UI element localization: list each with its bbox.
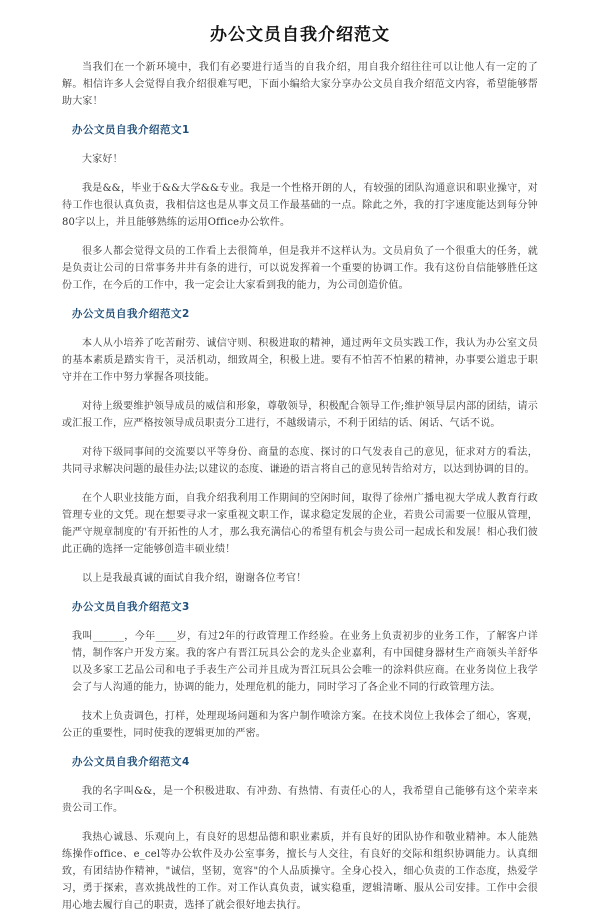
section-3-paragraph-2: 技术上负责调色，打样，处理现场问题和为客户制作喷涂方案。在技术岗位上我体会了细心，客观，公正的重要性，同时使我的逻辑更加的严密。 bbox=[62, 711, 538, 739]
section-4-paragraph-1: 我的名字叫&&，是一个积极进取、有冲劲、有热情、有责任心的人，我希望自己能够有这个荣幸来贵公司工作。 bbox=[62, 786, 538, 814]
section-heading-3: 办公文员自我介绍范文3 bbox=[72, 601, 190, 613]
section-3-paragraph-1: 我叫______，今年____岁，有过2年的行政管理工作经验。在业务上负责初步的业务工作，了解客户详情，制作客户开发方案。我的客户有晋江玩具公会的龙头企业嘉利，有中国健身器材生产商领头羊舒华以及多家工艺品公司和电子手表生产公司并且成为晋江玩具公会唯一的涂料供应商。在业务岗位上我学会了与人沟通的能力，协调的能力，处理危机的能力，同时学习了各企业不同的行政管理方法。 bbox=[72, 631, 538, 693]
section-heading-4: 办公文员自我介绍范文4 bbox=[72, 756, 190, 768]
intro-paragraph: 当我们在一个新环境中，我们有必要进行适当的自我介绍，用自我介绍往往可以让他人有一定的了解。相信许多人会觉得自我介绍很难写吧，下面小编给大家分享办公文员自我介绍范文内容，希望能够帮助大家！ bbox=[62, 62, 538, 107]
section-2-paragraph-2: 对待上级要维护领导成员的威信和形象，尊敬领导，积极配合领导工作;维护领导层内部的团结，请示或汇报工作，应严格按领导成员职责分工进行，不越级请示，不利于团结的话、闲话、气话不说。 bbox=[62, 401, 538, 429]
section-heading-2: 办公文员自我介绍范文2 bbox=[72, 308, 190, 320]
section-2-paragraph-1: 本人从小培养了吃苦耐劳、诚信守则、积极进取的精神，通过两年文员实践工作，我认为办公室文员的基本素质是踏实肯干，灵活机动，细致周全，积极上进。要有不怕苦不怕累的精神，办事要公道忠于职守并在工作中努力掌握各项技能。 bbox=[62, 338, 538, 383]
section-1-paragraph-3: 很多人都会觉得文员的工作看上去很简单，但是我并不这样认为。文员肩负了一个很重大的任务，就是负责让公司的日常事务井井有条的进行，可以说发挥着一个重要的协调工作。我有这份自信能够胜任这份工作，在今后的工作中，我一定会让大家看到我的能力，为公司创造价值。 bbox=[62, 246, 538, 291]
section-2-paragraph-4: 在个人职业技能方面，自我介绍我利用工作期间的空闲时间，取得了徐州广播电视大学成人教育行政管理专业的文凭。现在想要寻求一家重视文职工作，谋求稳定发展的企业，若贵公司需要一位服从管理，能严守规章制度的'有开拓性的人才，那么我充满信心的希望有机会与贵公司一起成长和发展！相心我们彼此正确的选择一定能够创造丰硕业绩！ bbox=[62, 493, 538, 555]
page-title: 办公文员自我介绍范文 bbox=[210, 25, 390, 45]
section-2-paragraph-3: 对待下级同事间的交流要以平等身份、商量的态度、探讨的口气发表自己的意见，征求对方的看法，共同寻求解决问题的最佳办法;以建议的态度、谦逊的语言将自己的意见转告给对方，以达到协调的目的。 bbox=[62, 447, 538, 475]
greeting-paragraph: 大家好！ bbox=[82, 154, 123, 165]
section-2-closing: 以上是我最真诚的面试自我介绍，谢谢各位考官！ bbox=[82, 573, 307, 584]
section-1-paragraph-2: 我是&&，毕业于&&大学&&专业。我是一个性格开朗的人，有较强的团队沟通意识和职业操守，对待工作也很认真负责，我相信这也是从事文员工作最基础的一点。除此之外，我的打字速度能达到每分钟80字以上，并且能够熟练的运用Office办公软件。 bbox=[62, 183, 538, 228]
section-4-paragraph-2: 我热心诚恳、乐观向上，有良好的思想品德和职业素质，并有良好的团队协作和敬业精神。本人能熟练操作office、e_cel等办公软件及办公室事务，擅长与人交往，有良好的交际和组织协调能力。认真细致，有团结协作精神，"诚信，坚韧，宽容"的个人品质操守。全身心投入，细心负责的工作态度，热爱学习，勇于探索，喜欢挑战性的工作。对工作认真负责，诚实稳重，逻辑清晰、服从公司安排。工作中会很用心地去履行自己的职责，选择了就会很好地去执行。 bbox=[62, 832, 538, 911]
section-heading-1: 办公文员自我介绍范文1 bbox=[72, 124, 190, 136]
